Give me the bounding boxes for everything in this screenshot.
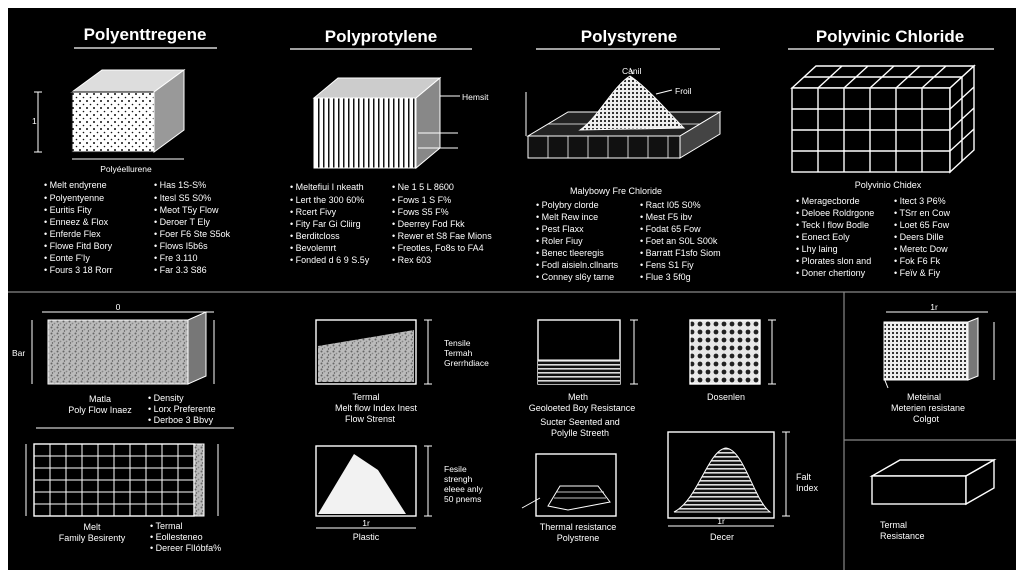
list-item: • Itect 3 P6% (894, 196, 946, 206)
side-label: Tensile (444, 338, 471, 348)
list-item: • Flue 3 5f0g (640, 272, 691, 282)
list-item: • Melt Rew ince (536, 212, 599, 222)
panel-title: Polyenttregene (83, 25, 207, 44)
panel-title: Polystyrene (580, 27, 678, 46)
list-item: • Meretc Dow (894, 244, 948, 254)
list-item: • Rewer et S8 Fae Mions (392, 231, 492, 241)
caption: Polystrene (556, 533, 600, 543)
figure-label: Hemsit (462, 92, 489, 102)
list-item: • Eonte F'Iy (44, 253, 90, 263)
list-item: • Loet 65 Fow (894, 220, 950, 230)
list-item: • Doner chertiony (796, 268, 866, 278)
specimen-dosenlen (690, 320, 776, 402)
grid-cube-figure (792, 66, 974, 172)
caption: Polylle Streeth (550, 428, 610, 438)
caption: Thermal resistance (539, 522, 617, 532)
list-item: • Foer F6 Ste S5ok (154, 229, 231, 239)
caption: Sucter Seented and (540, 417, 620, 427)
side-label: Fesile (444, 464, 467, 474)
list-item: • TSrr en Cow (894, 208, 950, 218)
dim-label: 0 (115, 302, 121, 312)
caption: Dosenlen (706, 392, 746, 402)
caption: Colgot (912, 414, 940, 424)
list-item: • Deloee Roldrgone (796, 208, 875, 218)
caption: Matla (88, 394, 112, 404)
dim-label: 1r (362, 518, 370, 528)
list-item: • Meltefiui I nkeath (290, 182, 364, 192)
caption: Plastic (352, 532, 380, 542)
list-item: • Foet an S0L S00k (640, 236, 718, 246)
panel-title: Polyprotylene (324, 27, 438, 46)
list-item: • Lhy laing (796, 244, 838, 254)
caption: Termal (880, 520, 908, 530)
caption: Termal (352, 392, 380, 402)
property-list (536, 200, 721, 282)
panel-polyethylene (32, 25, 231, 275)
specimen-plastic (316, 446, 484, 542)
list-item: • Mest F5 ibv (640, 212, 693, 222)
specimen-meth (529, 320, 638, 438)
specimen-melt-index (668, 432, 819, 542)
dim-label: Bar (12, 348, 26, 358)
panel-title: Polyvinic Chloride (815, 27, 965, 46)
caption: Meteinal (906, 392, 942, 402)
panel-polypropylene (290, 27, 492, 265)
property-list (290, 182, 492, 265)
list-item: • Far 3.3 S86 (154, 265, 207, 275)
granule-pile-figure (526, 66, 720, 158)
block-figure (32, 70, 184, 174)
list-item: • Flowe Fitd Bory (44, 241, 113, 251)
caption: Geoloeted Boy Resistance (528, 403, 636, 413)
list-item: • Melt endyrene (44, 180, 107, 190)
figure-label: Polyéellurene (100, 164, 152, 174)
side-label: eleee anly (444, 484, 483, 494)
list-item: • Dereer FlIóbfa% (150, 543, 222, 553)
side-label: Termah (444, 348, 473, 358)
list-item: • Feïv & Fiy (894, 268, 941, 278)
dim-label: 1r (717, 516, 725, 526)
block-figure (314, 78, 489, 168)
list-item: • Has 1S-S% (154, 180, 207, 190)
caption: Resistance (880, 531, 925, 541)
specimen-thermal-resistance (522, 454, 616, 543)
list-item: • Deroer T Ely (154, 217, 210, 227)
list-item: • Bevolemrt (290, 243, 337, 253)
list-item: • Derboe 3 Bbvy (148, 415, 214, 425)
list-item: • Rex 603 (392, 255, 432, 265)
figure-label: Froil (675, 86, 692, 96)
infographic-frame (8, 8, 1016, 570)
list-item: • Fens S1 Fiy (640, 260, 694, 270)
side-label: Falt (796, 472, 812, 482)
property-list (44, 180, 231, 275)
list-item: • Plorates slon and (796, 256, 872, 266)
list-item: • Deerrey Fod Fkk (392, 219, 465, 229)
caption: Flow Strenst (344, 414, 396, 424)
figure-subtitle: Malybowy Fre Chloride (569, 186, 663, 196)
list-item: • Ne 1 5 L 8600 (392, 182, 454, 192)
list-item: • Fre 3.110 (154, 253, 198, 263)
list-item: • Freotles, Fo8s to FA4 (392, 243, 484, 253)
list-item: • Itesl S5 S0% (154, 193, 212, 203)
specimen-thermal-slab (872, 460, 994, 541)
list-item: • Density (148, 393, 184, 403)
list-item: • Rcert Fivy (290, 207, 337, 217)
list-item: • Lert the 300 60% (290, 195, 365, 205)
dim-label: 1r (930, 302, 938, 312)
list-item: • Deers Dille (894, 232, 944, 242)
list-item: • Enneez & Flox (44, 217, 109, 227)
list-item: • Pest Flaxx (536, 224, 584, 234)
list-item: • Berditcloss (290, 231, 340, 241)
list-item: • Benec tleeregis (536, 248, 604, 258)
list-item: • Roler Fiuy (536, 236, 583, 246)
caption: Meterien resistane (890, 403, 966, 413)
list-item: • Fodl aisieln.cllnarts (536, 260, 619, 270)
list-item: • Enferde Flex (44, 229, 101, 239)
side-label: Grerrhdiace (444, 358, 489, 368)
list-item: • Fows 1 S F% (392, 195, 452, 205)
property-list (796, 196, 951, 278)
list-item: • Barratt F1sfo Siom (640, 248, 721, 258)
list-item: • Fok F6 Fk (894, 256, 941, 266)
list-item: • Polyentyenne (44, 193, 105, 203)
list-item: • Fonded d 6 9 S.5y (290, 255, 370, 265)
list-item: • Eonect Eoly (796, 232, 850, 242)
list-item: • Meot T5y Flow (154, 205, 219, 215)
caption: Poly Flow Inaez (68, 405, 132, 415)
caption: Decer (709, 532, 735, 542)
list-item: • Euritis Fity (44, 205, 92, 215)
list-item: • Polybry clorde (536, 200, 599, 210)
list-item: • Teck I flow Bodle (796, 220, 870, 230)
list-item: • Fows S5 F% (392, 207, 449, 217)
specimen-matla (12, 302, 234, 428)
list-item: • Flows I5b6s (154, 241, 208, 251)
side-label: strengh (444, 474, 473, 484)
panel-polystyrene (526, 27, 721, 282)
panel-polyvinyl-chloride (788, 27, 994, 278)
figure-subtitle: Polyvinio Chidex (854, 180, 922, 190)
list-item: • Eollesteneo (150, 532, 203, 542)
list-item: • Conney sl6y tarne (536, 272, 615, 282)
caption: Melt (83, 522, 101, 532)
specimen-tensile (316, 320, 489, 424)
list-item: • Fodat 65 Fow (640, 224, 701, 234)
caption: Family Besirenty (58, 533, 126, 543)
side-label: 50 pnems (444, 494, 482, 504)
side-label: Index (796, 483, 819, 493)
list-item: • Termal (150, 521, 183, 531)
list-item: • Fity Far Gi Cliirg (290, 219, 361, 229)
caption: Meth (567, 392, 589, 402)
specimen-melt (26, 444, 221, 553)
specimen-meteinal (884, 302, 994, 424)
infographic-canvas (8, 8, 1016, 570)
list-item: • Fours 3 18 Rorr (44, 265, 113, 275)
dim-label: 1 (32, 116, 37, 126)
list-item: • Lorx Preferente (148, 404, 216, 414)
caption: Melt flow Index Inest (334, 403, 418, 413)
figure-label: Canil (622, 66, 642, 76)
list-item: • Meragecborde (796, 196, 860, 206)
list-item: • Ract I05 S0% (640, 200, 701, 210)
